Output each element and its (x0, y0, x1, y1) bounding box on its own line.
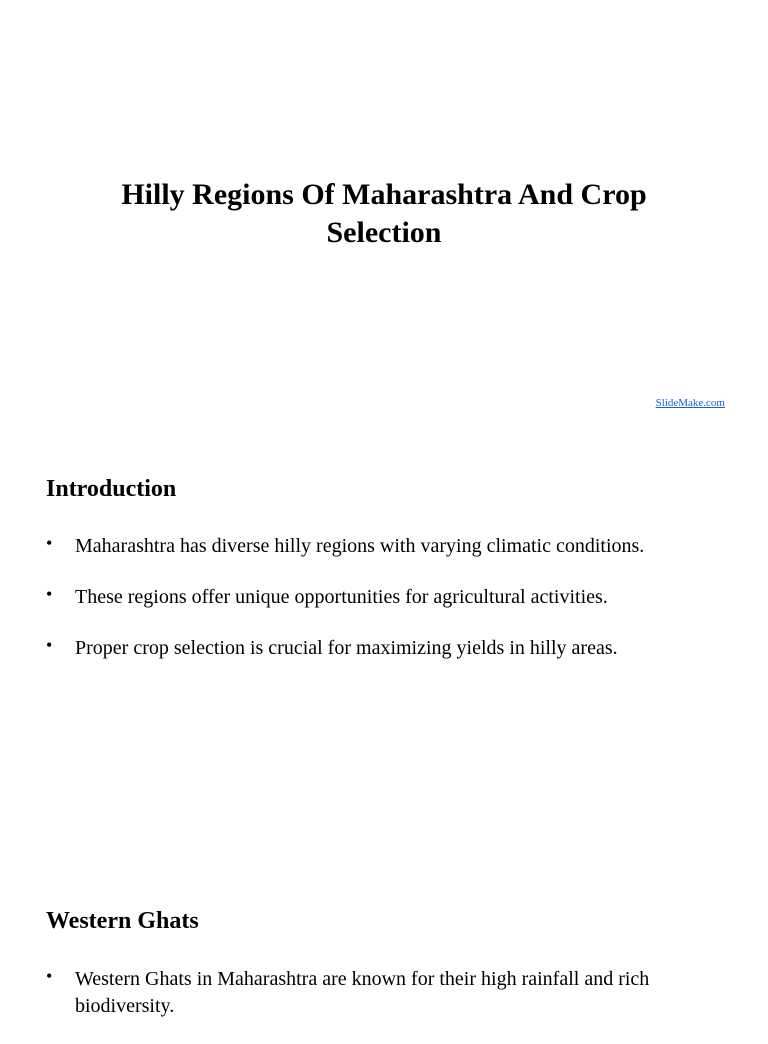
list-item (46, 533, 706, 560)
bullet-icon: • (46, 635, 53, 655)
list-item (46, 635, 706, 662)
list-item (46, 584, 706, 611)
bullet-text: Maharashtra has diverse hilly regions with varying climatic conditions. (75, 535, 645, 557)
bullet-icon: • (46, 584, 53, 604)
bullet-text: Proper crop selection is crucial for maximizing yields in hilly areas. (75, 637, 618, 659)
introduction-bullet-list (46, 533, 706, 686)
section-heading-introduction: Introduction (46, 476, 177, 502)
bullet-icon: • (46, 966, 53, 986)
list-item (46, 966, 706, 1020)
slide-title: Hilly Regions Of Maharashtra And Crop Selection (121, 178, 647, 249)
bullet-text: Western Ghats in Maharashtra are known for their high rainfall and rich biodiversity. (75, 968, 650, 1017)
bullet-icon: • (46, 533, 53, 553)
bullet-text: These regions offer unique opportunities for agricultural activities. (75, 586, 608, 608)
section-heading-western-ghats: Western Ghats (46, 908, 199, 934)
western-ghats-bullet-list (46, 966, 706, 1044)
slidemake-link[interactable]: SlideMake.com (655, 397, 725, 409)
